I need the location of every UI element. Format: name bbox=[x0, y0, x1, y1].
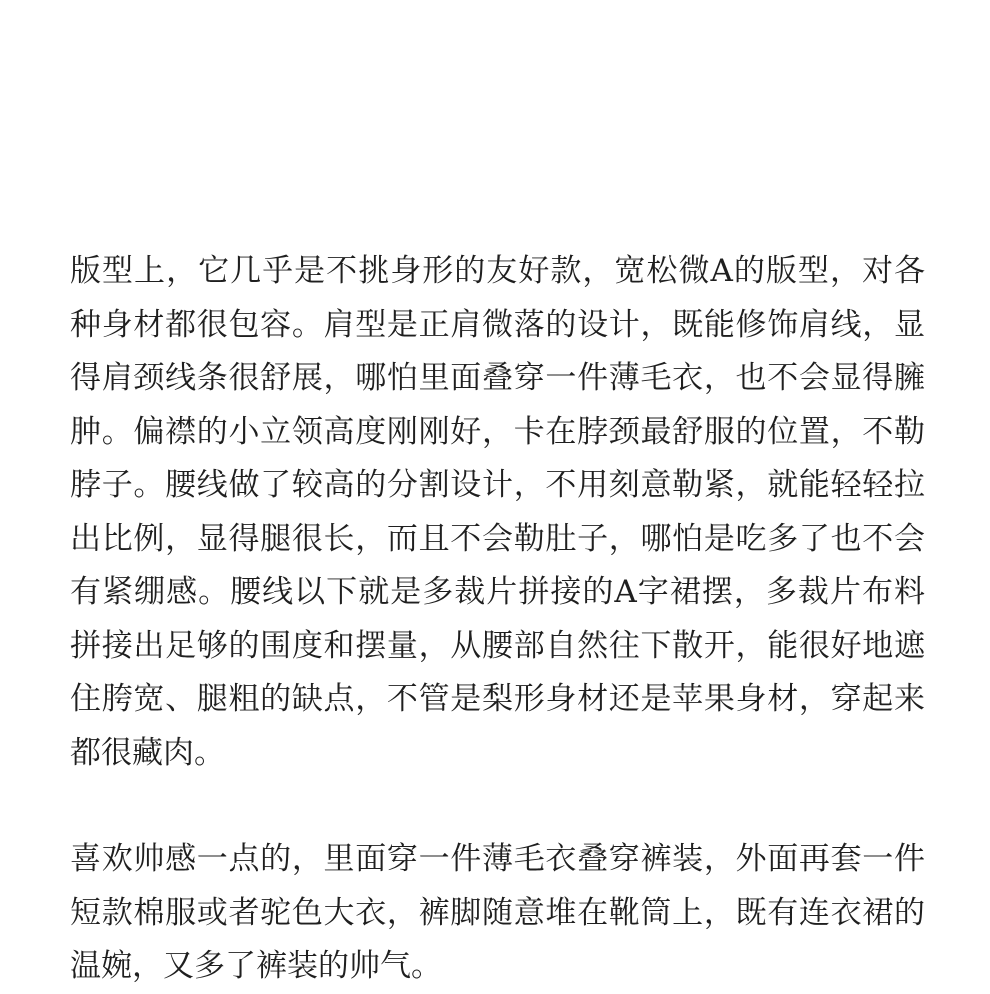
paragraph-fit-description: 版型上，它几乎是不挑身形的友好款，宽松微A的版型，对各种身材都很包容。肩型是正肩微落的设计，既能修饰肩线，显得肩颈线条很舒展，哪怕里面叠穿一件薄毛衣，也不会显得臃肿。偏襟的小立领高度刚刚好，卡在脖颈最舒服的位置，不勒脖子。腰线做了较高的分割设计，不用刻意勒紧，就能轻轻拉出比例，显得腿很长，而且不会勒肚子，哪怕是吃多了也不会有紧绷感。腰线以下就是多裁片拼接的A字裙摆，多裁片布料拼接出足够的围度和摆量，从腰部自然往下散开，能很好地遮住胯宽、腿粗的缺点，不管是梨形身材还是苹果身材，穿起来都很藏肉。 bbox=[70, 253, 925, 771]
article-body bbox=[70, 245, 925, 994]
paragraph-styling-tip: 喜欢帅感一点的，里面穿一件薄毛衣叠穿裤装，外面再套一件短款棉服或者驼色大衣，裤脚随意堆在靴筒上，既有连衣裙的温婉，又多了裤装的帅气。 bbox=[70, 841, 925, 984]
